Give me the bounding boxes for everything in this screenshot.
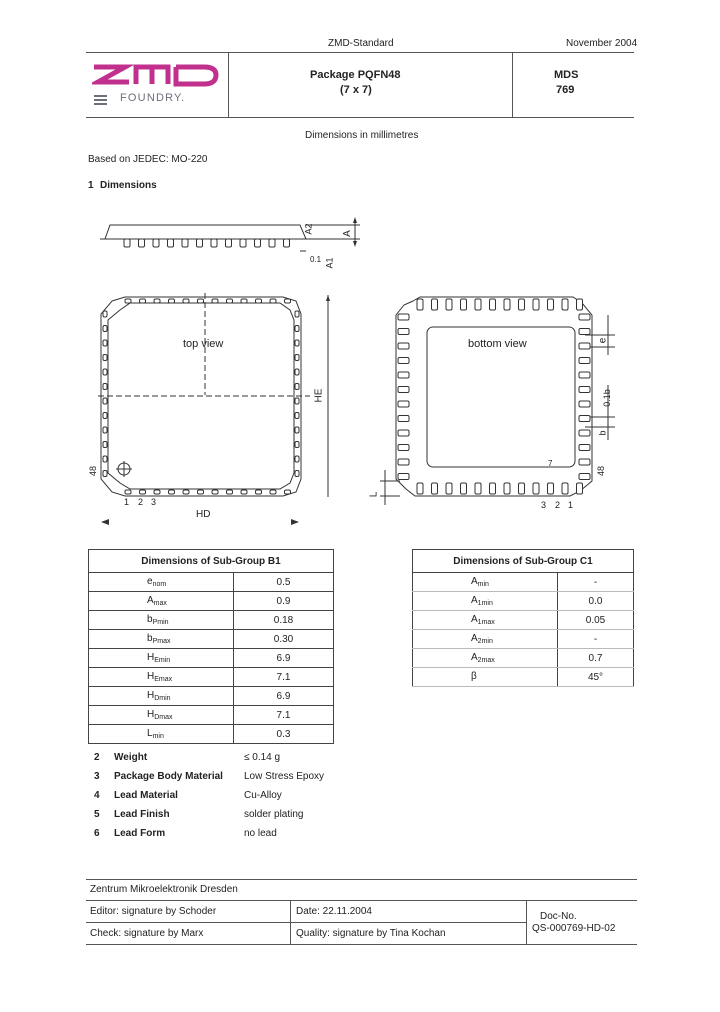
footer-org: Zentrum Mikroelektronik Dresden xyxy=(90,884,238,895)
top-view-pad xyxy=(295,311,299,317)
bottom-view-pad xyxy=(398,372,409,378)
table-b1-value: 0.3 xyxy=(234,725,334,744)
table-c1-value: - xyxy=(558,573,634,592)
table-b1-symbol xyxy=(89,649,234,668)
table-b1-row xyxy=(89,592,334,611)
property-value: Cu-Alloy xyxy=(244,790,282,801)
top-view-pad xyxy=(103,442,107,448)
top-view-pad xyxy=(212,299,218,303)
property-row xyxy=(90,824,324,843)
header-top-rule xyxy=(86,52,634,53)
top-view-pad xyxy=(140,299,146,303)
bottom-view-pad xyxy=(548,299,554,310)
property-label: Lead Form xyxy=(114,828,166,839)
bottom-view-pad xyxy=(398,445,409,451)
table-sub-group-b1 xyxy=(88,549,334,744)
bottom-view-pad xyxy=(519,483,525,494)
bottom-view-pad xyxy=(579,401,590,407)
bottom-view-pad xyxy=(533,299,539,310)
side-view-pad xyxy=(153,239,159,247)
property-value: solder plating xyxy=(244,809,304,820)
table-c1-symbol-subscript: 1min xyxy=(477,600,493,607)
property-label: Lead Material xyxy=(114,790,178,801)
bottom-view-pad xyxy=(417,483,423,494)
top-view-pad xyxy=(227,299,233,303)
table-c1-value: 0.05 xyxy=(558,611,634,630)
top-view-pad xyxy=(103,398,107,404)
table-b1-value: 6.9 xyxy=(234,649,334,668)
table-c1-symbol-main: A xyxy=(471,576,478,587)
mds-number: 769 xyxy=(556,84,575,96)
table-b1-symbol-main: b xyxy=(147,614,153,625)
table-c1-title: Dimensions of Sub-Group C1 xyxy=(413,550,634,573)
table-c1-symbol xyxy=(413,649,558,668)
package-drawing-svg xyxy=(80,215,640,535)
bottom-view-pad xyxy=(398,358,409,364)
table-b1-row xyxy=(89,687,334,706)
bottom-view-pad xyxy=(398,343,409,349)
top-view-pad xyxy=(125,299,131,303)
table-b1-symbol xyxy=(89,573,234,592)
table-c1-row xyxy=(413,573,634,592)
table-c1-symbol-main: A xyxy=(471,652,478,663)
property-row xyxy=(90,748,324,767)
bottom-view-pad xyxy=(398,314,409,320)
label-a: A xyxy=(341,230,353,237)
label-l: L xyxy=(368,491,380,498)
bottom-view-pad xyxy=(490,299,496,310)
side-view-pad xyxy=(124,239,130,247)
label-pin1-top: 1 xyxy=(124,497,130,507)
top-view-pad xyxy=(103,340,107,346)
side-view-pad xyxy=(197,239,203,247)
side-view-pad xyxy=(182,239,188,247)
table-c1-symbol-subscript: 1max xyxy=(477,619,495,626)
property-value: ≤ 0.14 g xyxy=(244,752,281,763)
table-c1-symbol xyxy=(413,611,558,630)
side-view-pad xyxy=(226,239,232,247)
bottom-view-pad xyxy=(432,299,438,310)
label-0-1: 0.1 xyxy=(310,255,322,264)
side-view-pad xyxy=(255,239,261,247)
table-b1-symbol xyxy=(89,687,234,706)
bottom-view-pad xyxy=(475,299,481,310)
top-view-pad xyxy=(295,369,299,375)
label-pin3-bottom: 3 xyxy=(541,500,547,510)
top-view-pad xyxy=(285,299,291,303)
top-view-pad xyxy=(103,413,107,419)
table-b1-symbol-subscript: Pmin xyxy=(152,619,169,626)
bottom-view-pad xyxy=(398,416,409,422)
table-b1-row xyxy=(89,611,334,630)
table-b1-value: 6.9 xyxy=(234,687,334,706)
footer-rule-4 xyxy=(86,944,637,945)
table-c1-symbol xyxy=(413,630,558,649)
bottom-view-pad xyxy=(446,483,452,494)
label-pin48-top: 48 xyxy=(88,465,99,477)
bottom-view-pad xyxy=(504,483,510,494)
table-b1-symbol xyxy=(89,630,234,649)
table-b1-row xyxy=(89,649,334,668)
footer-editor: Editor: signature by Schoder xyxy=(90,906,217,917)
top-view-pad xyxy=(256,299,262,303)
table-b1-value: 7.1 xyxy=(234,706,334,725)
property-row xyxy=(90,767,324,786)
top-view-pad xyxy=(256,490,262,494)
table-c1-value: - xyxy=(558,630,634,649)
bottom-view-pad xyxy=(562,299,568,310)
label-e: e xyxy=(597,337,609,344)
bottom-view-pad xyxy=(398,329,409,335)
top-view-pad xyxy=(125,490,131,494)
top-view-pad xyxy=(103,427,107,433)
table-b1-value: 0.18 xyxy=(234,611,334,630)
table-b1-row xyxy=(89,668,334,687)
bottom-view-pad xyxy=(579,314,590,320)
top-view-pad xyxy=(154,299,160,303)
side-view-pad xyxy=(139,239,145,247)
top-view-pad xyxy=(227,490,233,494)
label-pin7-bottom: 7 xyxy=(548,459,553,468)
bottom-view-pad xyxy=(398,430,409,436)
table-c1-symbol-main: A xyxy=(471,633,478,644)
bottom-view-pad xyxy=(579,372,590,378)
bottom-view-pad xyxy=(579,329,590,335)
table-b1-row xyxy=(89,725,334,744)
table-b1-symbol xyxy=(89,668,234,687)
table-b1-symbol-subscript: min xyxy=(152,733,164,740)
table-c1-symbol xyxy=(413,592,558,611)
table-c1-symbol-subscript: 2max xyxy=(477,657,495,664)
top-view-pad xyxy=(295,340,299,346)
table-c1-symbol xyxy=(413,668,558,687)
label-pin48-bottom: 48 xyxy=(596,465,607,477)
side-view-pad xyxy=(284,239,290,247)
label-he: HE xyxy=(313,388,325,403)
bottom-view-pad xyxy=(461,483,467,494)
table-c1-symbol-main: A xyxy=(471,614,478,625)
label-b: b xyxy=(597,430,608,436)
zmd-logo xyxy=(92,60,222,110)
header-standard: ZMD-Standard xyxy=(328,38,394,49)
bottom-view-pad xyxy=(519,299,525,310)
top-view-pad xyxy=(270,490,276,494)
table-c1-row xyxy=(413,592,634,611)
table-b1-symbol xyxy=(89,611,234,630)
top-view-pad xyxy=(169,490,175,494)
top-view-pad xyxy=(183,299,189,303)
label-pin1-bottom: 1 xyxy=(568,500,574,510)
footer-rule-1 xyxy=(86,879,637,880)
table-c1-symbol-subscript: min xyxy=(477,581,489,588)
property-value: no lead xyxy=(244,828,277,839)
bottom-view-pad xyxy=(432,483,438,494)
bottom-view-pad xyxy=(579,343,590,349)
table-b1-title: Dimensions of Sub-Group B1 xyxy=(89,550,334,573)
top-view-pad xyxy=(295,326,299,332)
label-a2: A2 xyxy=(303,223,314,235)
top-view-pad xyxy=(295,471,299,477)
label-hd: HD xyxy=(196,509,211,520)
top-view-pad xyxy=(183,490,189,494)
section-number: 1 xyxy=(88,180,94,191)
label-pin2-bottom: 2 xyxy=(555,500,561,510)
table-c1-row xyxy=(413,611,634,630)
footer-date: Date: 22.11.2004 xyxy=(296,906,372,917)
table-b1-symbol-main: H xyxy=(147,652,155,663)
property-number: 5 xyxy=(94,809,100,820)
table-b1-symbol-subscript: Emax xyxy=(154,676,173,683)
table-b1-value: 7.1 xyxy=(234,668,334,687)
top-view-pad xyxy=(103,311,107,317)
table-b1-symbol xyxy=(89,592,234,611)
bottom-view-pad xyxy=(548,483,554,494)
top-view-pad xyxy=(295,355,299,361)
table-c1-symbol xyxy=(413,573,558,592)
units-note: Dimensions in millimetres xyxy=(305,130,419,141)
table-b1-value: 0.9 xyxy=(234,592,334,611)
table-c1-row xyxy=(413,630,634,649)
table-b1-symbol-subscript: max xyxy=(153,600,167,607)
mds-label: MDS xyxy=(554,69,579,81)
top-view-pad xyxy=(295,456,299,462)
bottom-view-pad xyxy=(490,483,496,494)
bottom-view-pad xyxy=(579,387,590,393)
table-b1-symbol-subscript: nom xyxy=(152,581,167,588)
logo-foundry-text: FOUNDRY. xyxy=(120,92,186,104)
footer-quality: Quality: signature by Tina Kochan xyxy=(296,928,446,939)
property-number: 6 xyxy=(94,828,100,839)
label-0-1b: 0.1b xyxy=(601,389,612,407)
table-b1-symbol xyxy=(89,725,234,744)
bottom-view-pad xyxy=(398,459,409,465)
table-b1-symbol-main: e xyxy=(147,576,153,587)
property-number: 4 xyxy=(94,790,100,801)
property-number: 3 xyxy=(94,771,100,782)
table-b1-symbol-subscript: Dmax xyxy=(154,714,173,721)
bottom-view-pad xyxy=(533,483,539,494)
bottom-view-pad xyxy=(398,474,409,480)
package-properties xyxy=(90,748,324,843)
bottom-view-pad xyxy=(579,474,590,480)
bottom-view-pad xyxy=(562,483,568,494)
side-view-pad xyxy=(269,239,275,247)
header-bottom-rule xyxy=(86,117,634,118)
top-view-pad xyxy=(154,490,160,494)
property-number: 2 xyxy=(94,752,100,763)
label-pin2-top: 2 xyxy=(138,497,144,507)
side-view-pad xyxy=(168,239,174,247)
top-view-pad xyxy=(212,490,218,494)
table-c1-symbol-main: A xyxy=(471,595,478,606)
header-divider-2 xyxy=(512,52,513,117)
table-b1-symbol-subscript: Emin xyxy=(154,657,171,664)
top-view-pad xyxy=(295,384,299,390)
label-top-view: top view xyxy=(183,338,224,350)
table-b1-symbol xyxy=(89,706,234,725)
table-b1-symbol-main: H xyxy=(147,671,155,682)
bottom-view-pad xyxy=(579,459,590,465)
top-view-pad xyxy=(295,413,299,419)
top-view-pad xyxy=(241,490,247,494)
table-b1-row xyxy=(89,573,334,592)
property-label: Package Body Material xyxy=(114,771,223,782)
bottom-view-pad xyxy=(446,299,452,310)
top-view-pad xyxy=(103,471,107,477)
table-b1-symbol-main: H xyxy=(147,709,155,720)
table-b1-value: 0.5 xyxy=(234,573,334,592)
top-view-pad xyxy=(270,299,276,303)
table-b1-symbol-main: A xyxy=(147,595,154,606)
table-c1-symbol-main: β xyxy=(471,671,477,682)
table-b1-symbol-subscript: Pmax xyxy=(152,638,171,645)
top-view-pad xyxy=(140,490,146,494)
bottom-view-pad xyxy=(398,387,409,393)
table-b1-value: 0.30 xyxy=(234,630,334,649)
doc-no-value: QS-000769-HD-02 xyxy=(532,923,616,934)
top-view-pad xyxy=(103,355,107,361)
side-view-pad xyxy=(240,239,246,247)
top-view-pad xyxy=(103,326,107,332)
bottom-view-pad xyxy=(504,299,510,310)
label-a1: A1 xyxy=(324,257,335,269)
package-title: Package PQFN48 xyxy=(310,69,401,81)
table-b1-symbol-main: H xyxy=(147,690,155,701)
bottom-view-pad xyxy=(579,416,590,422)
label-bottom-view: bottom view xyxy=(468,338,527,350)
based-on-note: Based on JEDEC: MO-220 xyxy=(88,154,208,165)
side-view-pad xyxy=(211,239,217,247)
top-view-pad xyxy=(295,398,299,404)
footer-checker: Check: signature by Marx xyxy=(90,928,204,939)
package-drawing xyxy=(80,215,640,535)
top-view-pad xyxy=(295,442,299,448)
footer-rule-2 xyxy=(86,900,637,901)
top-view-pad xyxy=(103,384,107,390)
label-pin3-top: 3 xyxy=(151,497,157,507)
top-view-pad xyxy=(285,490,291,494)
bottom-view-pad xyxy=(579,430,590,436)
footer-rule-3 xyxy=(86,922,526,923)
table-b1-symbol-subscript: Dmin xyxy=(154,695,171,702)
table-c1-value: 45° xyxy=(558,668,634,687)
bottom-view-pad xyxy=(398,401,409,407)
bottom-view-pad xyxy=(475,483,481,494)
property-row xyxy=(90,786,324,805)
table-c1-value: 0.0 xyxy=(558,592,634,611)
table-c1-row xyxy=(413,668,634,687)
bottom-view-pad xyxy=(417,299,423,310)
package-size: (7 x 7) xyxy=(340,84,372,96)
property-row xyxy=(90,805,324,824)
top-view-pad xyxy=(198,490,204,494)
top-view-pad xyxy=(198,299,204,303)
property-label: Lead Finish xyxy=(114,809,170,820)
top-view-pad xyxy=(103,456,107,462)
header-divider-1 xyxy=(228,52,229,117)
top-view-pad xyxy=(241,299,247,303)
property-label: Weight xyxy=(114,752,148,763)
doc-no-label: Doc-No. xyxy=(540,911,577,922)
table-b1-row xyxy=(89,706,334,725)
property-value: Low Stress Epoxy xyxy=(244,771,325,782)
table-b1-symbol-main: L xyxy=(147,728,153,739)
footer-divider-b xyxy=(526,900,527,944)
table-c1-row xyxy=(413,649,634,668)
table-b1-symbol-main: b xyxy=(147,633,153,644)
top-view-pad xyxy=(169,299,175,303)
bottom-view-pad xyxy=(577,299,583,310)
table-sub-group-c1 xyxy=(412,549,634,687)
bottom-view-pad xyxy=(461,299,467,310)
bottom-view-pad xyxy=(579,445,590,451)
section-title: Dimensions xyxy=(100,180,157,191)
table-c1-symbol-subscript: 2min xyxy=(477,638,493,645)
table-c1-value: 0.7 xyxy=(558,649,634,668)
bottom-view-pad xyxy=(577,483,583,494)
top-view-pad xyxy=(103,369,107,375)
top-view-pad xyxy=(295,427,299,433)
header-date: November 2004 xyxy=(566,38,638,49)
table-b1-row xyxy=(89,630,334,649)
bottom-view-pad xyxy=(579,358,590,364)
